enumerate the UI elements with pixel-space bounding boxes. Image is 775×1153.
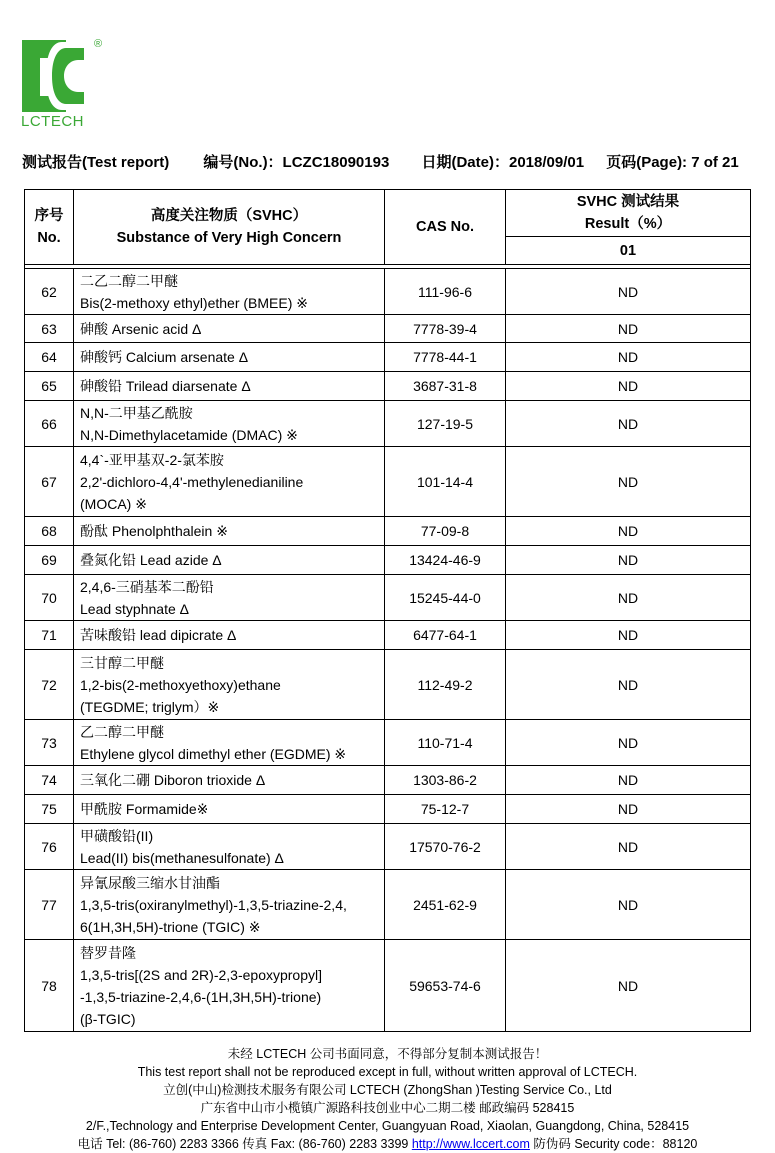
substance-line: 2,4,6-三硝基苯二酚铅 bbox=[80, 578, 214, 595]
row-number: 75 bbox=[25, 795, 74, 824]
row-substance bbox=[74, 795, 385, 824]
row-substance bbox=[74, 870, 385, 940]
header-substance-cn: 高度关注物质（SVHC） bbox=[150, 208, 308, 224]
footer-security-code: 防伪码 Security code：88120 bbox=[529, 1137, 698, 1151]
row-result: ND bbox=[506, 401, 751, 447]
substance-line: (β-TGIC) bbox=[80, 1010, 136, 1027]
substance-line: 1,2-bis(2-methoxyethoxy)ethane bbox=[80, 676, 281, 693]
table-row bbox=[25, 517, 751, 546]
row-cas-number: 59653-74-6 bbox=[385, 940, 506, 1032]
header-result-col: 01 bbox=[506, 237, 751, 265]
row-cas-number: 17570-76-2 bbox=[385, 824, 506, 870]
footer-address-en: 2/F.,Technology and Enterprise Development Center, Guangyuan Road, Xiaolan, Guangdong, China, 528415 bbox=[85, 1119, 690, 1133]
footer-company: 立创(中山)检测技术服务有限公司 LCTECH (ZhongShan )Testing Service Co., Ltd bbox=[163, 1083, 612, 1097]
header-no bbox=[25, 190, 74, 265]
substance-line: 砷酸 Arsenic acid Δ bbox=[80, 320, 202, 337]
row-cas-number: 6477-64-1 bbox=[385, 621, 506, 650]
table-row bbox=[25, 575, 751, 621]
substance-line: 砷酸钙 Calcium arsenate Δ bbox=[80, 349, 249, 365]
substance-line: 2,2'-dichloro-4,4'-methylenedianiline bbox=[80, 473, 304, 490]
website-link[interactable]: http://www.lccert.com bbox=[411, 1137, 530, 1151]
row-cas-number: 110-71-4 bbox=[385, 720, 506, 766]
row-substance bbox=[74, 343, 385, 372]
row-number: 74 bbox=[25, 766, 74, 795]
substance-line: Bis(2-methoxy ethyl)ether (BMEE) ※ bbox=[80, 294, 309, 311]
substance-line: 酚酞 Phenolphthalein ※ bbox=[80, 523, 228, 539]
row-result: ND bbox=[506, 517, 751, 546]
row-substance bbox=[74, 447, 385, 517]
table-row bbox=[25, 650, 751, 720]
row-substance bbox=[74, 315, 385, 343]
row-cas-number: 7778-44-1 bbox=[385, 343, 506, 372]
footer-notice-cn: 未经 LCTECH 公司书面同意，不得部分复制本测试报告！ bbox=[227, 1047, 548, 1061]
footer bbox=[0, 1045, 775, 1153]
row-cas-number: 77-09-8 bbox=[385, 517, 506, 546]
table-row bbox=[25, 372, 751, 401]
header-result-en: Result（%） bbox=[584, 216, 672, 232]
row-substance bbox=[74, 766, 385, 795]
registered-mark: ® bbox=[94, 38, 103, 50]
row-cas-number: 112-49-2 bbox=[385, 650, 506, 720]
footer-notice-en: This test report shall not be reproduced except in full, without written approval of LCTECH. bbox=[137, 1065, 638, 1079]
header-result bbox=[506, 190, 751, 237]
row-cas-number: 1303-86-2 bbox=[385, 766, 506, 795]
table-row bbox=[25, 315, 751, 343]
report-number: 编号(No.)：LCZC18090193 bbox=[203, 154, 390, 171]
table-row bbox=[25, 720, 751, 766]
row-number: 67 bbox=[25, 447, 74, 517]
row-cas-number: 2451-62-9 bbox=[385, 870, 506, 940]
substance-line: (MOCA) ※ bbox=[80, 495, 147, 512]
substance-line: Ethylene glycol dimethyl ether (EGDME) ※ bbox=[80, 745, 347, 762]
substance-line: 1,3,5-tris(oxiranylmethyl)-1,3,5-triazine-2,4, bbox=[80, 896, 347, 913]
row-cas-number: 101-14-4 bbox=[385, 447, 506, 517]
row-result: ND bbox=[506, 650, 751, 720]
header-substance bbox=[74, 190, 385, 265]
row-substance bbox=[74, 720, 385, 766]
table-row bbox=[25, 870, 751, 940]
substance-line: -1,3,5-triazine-2,4,6-(1H,3H,5H)-trione) bbox=[80, 988, 322, 1005]
substance-line: 三甘醇二甲醚 bbox=[80, 654, 164, 671]
row-substance bbox=[74, 940, 385, 1032]
row-number: 62 bbox=[25, 269, 74, 315]
logo-text: LCTECH bbox=[21, 113, 85, 130]
table-row bbox=[25, 940, 751, 1032]
table-row bbox=[25, 269, 751, 315]
row-result: ND bbox=[506, 343, 751, 372]
table-row bbox=[25, 343, 751, 372]
row-number: 66 bbox=[25, 401, 74, 447]
row-result: ND bbox=[506, 824, 751, 870]
row-cas-number: 127-19-5 bbox=[385, 401, 506, 447]
row-number: 64 bbox=[25, 343, 74, 372]
table-row bbox=[25, 621, 751, 650]
row-result: ND bbox=[506, 621, 751, 650]
footer-contact bbox=[0, 1135, 775, 1153]
substance-line: Lead styphnate Δ bbox=[80, 600, 189, 617]
substance-line: 1,3,5-tris[(2S and 2R)-2,3-epoxypropyl] bbox=[80, 966, 322, 983]
substance-line: 苦味酸铅 lead dipicrate Δ bbox=[80, 627, 237, 643]
row-cas-number: 111-96-6 bbox=[385, 269, 506, 315]
row-number: 77 bbox=[25, 870, 74, 940]
row-cas-number: 15245-44-0 bbox=[385, 575, 506, 621]
header-no-en: No. bbox=[37, 230, 61, 246]
substance-line: 4,4`-亚甲基双-2-氯苯胺 bbox=[80, 451, 224, 468]
row-substance bbox=[74, 824, 385, 870]
row-result: ND bbox=[506, 315, 751, 343]
report-title: 测试报告(Test report) bbox=[22, 154, 170, 171]
substance-line: 异氰尿酸三缩水甘油酯 bbox=[80, 874, 220, 891]
row-substance bbox=[74, 546, 385, 575]
row-number: 63 bbox=[25, 315, 74, 343]
row-substance bbox=[74, 621, 385, 650]
row-result: ND bbox=[506, 720, 751, 766]
row-result: ND bbox=[506, 269, 751, 315]
row-cas-number: 13424-46-9 bbox=[385, 546, 506, 575]
footer-address-cn: 广东省中山市小榄镇广源路科技创业中心二期二楼 邮政编码 528415 bbox=[200, 1101, 575, 1115]
substance-line: 甲酰胺 Formamide※ bbox=[80, 801, 209, 817]
row-cas-number: 75-12-7 bbox=[385, 795, 506, 824]
footer-phone-fax: 电话 Tel: (86-760) 2283 3366 传真 Fax: (86-760) 2283 3399 bbox=[77, 1137, 412, 1151]
row-number: 69 bbox=[25, 546, 74, 575]
substance-line: 6(1H,3H,5H)-trione (TGIC) ※ bbox=[80, 918, 261, 935]
row-number: 65 bbox=[25, 372, 74, 401]
row-substance bbox=[74, 517, 385, 546]
row-number: 72 bbox=[25, 650, 74, 720]
header-substance-en: Substance of Very High Concern bbox=[116, 230, 342, 246]
table-row bbox=[25, 795, 751, 824]
substance-line: N,N-二甲基乙酰胺 bbox=[80, 404, 193, 421]
header-result-cn: SVHC 测试结果 bbox=[576, 194, 680, 210]
report-header bbox=[22, 151, 762, 172]
row-result: ND bbox=[506, 575, 751, 621]
row-number: 68 bbox=[25, 517, 74, 546]
substance-line: 替罗昔隆 bbox=[80, 944, 136, 961]
row-number: 78 bbox=[25, 940, 74, 1032]
row-substance bbox=[74, 372, 385, 401]
row-substance bbox=[74, 650, 385, 720]
row-result: ND bbox=[506, 546, 751, 575]
substance-line: 乙二醇二甲醚 bbox=[80, 723, 164, 740]
row-number: 70 bbox=[25, 575, 74, 621]
report-page: 页码(Page): 7 of 21 bbox=[606, 154, 739, 171]
row-result: ND bbox=[506, 766, 751, 795]
row-result: ND bbox=[506, 940, 751, 1032]
svhc-table bbox=[24, 189, 751, 1032]
table-row bbox=[25, 546, 751, 575]
substance-line: 叠氮化铅 Lead azide Δ bbox=[80, 552, 222, 568]
row-result: ND bbox=[506, 795, 751, 824]
substance-line: 甲磺酸铅(II) bbox=[80, 827, 154, 844]
substance-line: (TEGDME; triglym）※ bbox=[80, 698, 220, 715]
row-number: 71 bbox=[25, 621, 74, 650]
row-number: 76 bbox=[25, 824, 74, 870]
row-substance bbox=[74, 401, 385, 447]
row-substance bbox=[74, 575, 385, 621]
substance-line: 三氧化二硼 Diboron trioxide Δ bbox=[80, 772, 266, 788]
table-row bbox=[25, 824, 751, 870]
row-result: ND bbox=[506, 372, 751, 401]
row-cas-number: 3687-31-8 bbox=[385, 372, 506, 401]
row-number: 73 bbox=[25, 720, 74, 766]
row-cas-number: 7778-39-4 bbox=[385, 315, 506, 343]
row-result: ND bbox=[506, 870, 751, 940]
substance-line: 二乙二醇二甲醚 bbox=[80, 272, 178, 289]
substance-line: N,N-Dimethylacetamide (DMAC) ※ bbox=[80, 426, 298, 443]
row-result: ND bbox=[506, 447, 751, 517]
report-date: 日期(Date)：2018/09/01 bbox=[421, 154, 585, 171]
table-row bbox=[25, 766, 751, 795]
header-cas: CAS No. bbox=[385, 190, 506, 265]
substance-line: 砷酸铅 Trilead diarsenate Δ bbox=[80, 378, 251, 394]
header-no-cn: 序号 bbox=[34, 208, 64, 224]
table-row bbox=[25, 447, 751, 517]
row-substance bbox=[74, 269, 385, 315]
table-row bbox=[25, 401, 751, 447]
substance-line: Lead(II) bis(methanesulfonate) Δ bbox=[80, 849, 284, 866]
